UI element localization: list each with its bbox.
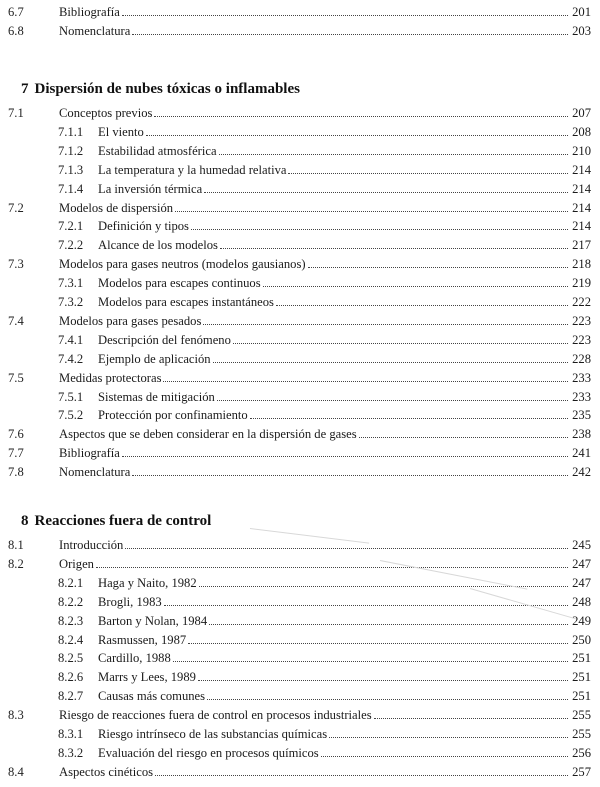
page-number: 214 <box>572 181 591 196</box>
section-number: 7.1.4 <box>58 181 84 196</box>
section-title: Nomenclatura <box>59 23 131 38</box>
toc-entry[interactable] <box>0 612 600 630</box>
section-number: 8.2.2 <box>58 594 84 609</box>
dot-leader <box>329 737 568 738</box>
section-title: Evaluación del riesgo en procesos químicos <box>98 745 319 760</box>
page-number: 235 <box>572 408 591 423</box>
section-title: Definición y tipos <box>98 219 189 234</box>
chapter-title: Dispersión de nubes tóxicas o inflamables <box>34 81 300 97</box>
page-number: 223 <box>572 332 591 347</box>
section-number: 7.3 <box>8 257 24 272</box>
dot-leader <box>209 624 568 625</box>
dot-leader <box>374 718 568 719</box>
dot-leader <box>276 305 568 306</box>
chapter-title: Reacciones fuera de control <box>34 513 212 529</box>
section-number: 7.5 <box>8 370 24 385</box>
section-number: 6.7 <box>8 5 24 19</box>
section-title: Haga y Naito, 1982 <box>98 575 197 590</box>
page-number: 219 <box>572 276 591 291</box>
section-title: Modelos para escapes instantáneos <box>98 295 274 309</box>
dot-leader <box>213 362 568 363</box>
chapter-number: 8 <box>21 513 29 529</box>
toc-entry[interactable] <box>0 161 600 179</box>
toc-entry[interactable] <box>0 331 600 349</box>
toc-entry[interactable] <box>0 425 600 443</box>
section-number: 6.8 <box>8 23 24 38</box>
section-title: Aspectos que se deben considerar en la dispersión de gases <box>59 427 357 442</box>
page-number: 241 <box>572 446 591 461</box>
dot-leader <box>122 456 568 457</box>
dot-leader <box>198 680 568 681</box>
toc-entry[interactable] <box>0 463 600 481</box>
dot-leader <box>175 211 568 212</box>
section-title: Barton y Nolan, 1984 <box>98 613 208 628</box>
section-number: 7.5.1 <box>58 389 84 404</box>
dot-leader <box>359 437 568 438</box>
toc-entry[interactable] <box>0 312 600 330</box>
dot-leader <box>288 173 568 174</box>
section-title: Bibliografía <box>59 446 120 461</box>
section-number: 8.1 <box>8 538 24 552</box>
page-number: 251 <box>572 651 591 666</box>
toc-entry[interactable] <box>0 574 600 592</box>
toc-entry[interactable] <box>0 199 600 217</box>
page-number: 233 <box>572 370 591 385</box>
page-number: 203 <box>572 23 591 38</box>
section-title: Ejemplo de aplicación <box>98 351 211 366</box>
toc-entry[interactable] <box>0 649 600 667</box>
section-number: 8.2 <box>8 556 24 571</box>
dot-leader <box>125 548 568 549</box>
page-number: 247 <box>572 575 591 590</box>
section-title: Riesgo intrínseco de las substancias químicas <box>98 727 328 741</box>
dot-leader <box>217 400 568 401</box>
section-title: El viento <box>98 124 144 139</box>
page-number: 249 <box>572 613 591 628</box>
toc-entry[interactable] <box>0 369 600 387</box>
toc-entry[interactable] <box>0 123 600 141</box>
dot-leader <box>188 643 568 644</box>
toc-entry[interactable] <box>0 444 600 462</box>
dot-leader <box>163 381 568 382</box>
toc-entry[interactable] <box>0 668 600 686</box>
page-number: 223 <box>572 313 591 328</box>
section-number: 8.4 <box>8 764 24 779</box>
section-number: 7.4.1 <box>58 332 84 347</box>
page-number: 222 <box>572 295 591 309</box>
section-title: Brogli, 1983 <box>98 594 162 609</box>
toc-entry[interactable] <box>0 22 600 40</box>
page-number: 228 <box>572 351 591 366</box>
section-number: 7.4 <box>8 313 24 328</box>
section-number: 7.8 <box>8 465 24 480</box>
page-number: 251 <box>572 670 591 685</box>
toc-entry[interactable] <box>0 180 600 198</box>
page-number: 217 <box>572 238 591 253</box>
section-title: Protección por confinamiento <box>98 408 248 423</box>
dot-leader <box>263 286 568 287</box>
section-title: Alcance de los modelos <box>98 238 218 253</box>
toc-entry[interactable] <box>0 350 600 368</box>
dot-leader <box>154 116 568 117</box>
section-title: Marrs y Lees, 1989 <box>98 670 196 685</box>
dot-leader <box>308 267 568 268</box>
section-number: 7.3.1 <box>58 276 84 291</box>
section-number: 7.2 <box>8 200 24 215</box>
page-number: 250 <box>572 632 591 647</box>
page-number: 247 <box>572 556 591 571</box>
section-title: Causas más comunes <box>98 689 206 704</box>
dot-leader <box>146 135 568 136</box>
section-title: Riesgo de reacciones fuera de control en procesos industriales <box>59 708 372 723</box>
page-number: 208 <box>572 124 591 139</box>
toc-entry[interactable] <box>0 142 600 160</box>
section-title: La inversión térmica <box>98 181 203 196</box>
page-number: 214 <box>572 162 591 177</box>
toc-entry[interactable] <box>0 536 600 554</box>
section-title: Modelos de dispersión <box>59 200 174 215</box>
section-title: Introducción <box>59 538 124 552</box>
toc-entry[interactable] <box>0 763 600 781</box>
toc-entry[interactable] <box>0 274 600 292</box>
section-number: 8.2.6 <box>58 670 84 685</box>
section-title: Modelos para gases pesados <box>59 313 202 328</box>
section-title: Estabilidad atmosférica <box>98 143 217 158</box>
page-number: 218 <box>572 257 591 272</box>
section-number: 7.7 <box>8 446 24 461</box>
toc-entry[interactable] <box>0 593 600 611</box>
page-number: 251 <box>572 689 591 704</box>
section-number: 8.2.7 <box>58 689 84 704</box>
section-number: 7.1.3 <box>58 162 84 177</box>
page-number: 207 <box>572 106 591 120</box>
section-number: 7.1 <box>8 106 24 120</box>
section-number: 7.1.1 <box>58 124 84 139</box>
section-title: Sistemas de mitigación <box>98 389 215 404</box>
section-number: 7.2.1 <box>58 219 84 234</box>
dot-leader <box>207 699 568 700</box>
dot-leader <box>219 154 568 155</box>
dot-leader <box>132 34 568 35</box>
section-number: 8.2.5 <box>58 651 84 666</box>
toc-entry[interactable] <box>0 687 600 705</box>
section-number: 7.1.2 <box>58 143 84 158</box>
toc-entry[interactable] <box>0 293 600 311</box>
chapter-heading[interactable] <box>21 79 300 99</box>
dot-leader <box>173 661 568 662</box>
section-title: Modelos para gases neutros (modelos gausianos) <box>59 257 306 272</box>
page-number: 238 <box>572 427 591 442</box>
toc-entry[interactable] <box>0 236 600 254</box>
toc-entry[interactable] <box>0 631 600 649</box>
section-title: Nomenclatura <box>59 465 131 480</box>
section-number: 8.3.2 <box>58 745 84 760</box>
section-title: Medidas protectoras <box>59 370 162 385</box>
page-number: 255 <box>572 708 591 723</box>
page-number: 242 <box>572 465 591 480</box>
section-number: 8.2.4 <box>58 632 84 647</box>
chapter-heading[interactable] <box>21 511 211 531</box>
section-title: Descripción del fenómeno <box>98 332 231 347</box>
toc-entry[interactable] <box>0 725 600 743</box>
page-number: 255 <box>572 727 591 741</box>
page-number: 201 <box>572 5 591 19</box>
section-number: 7.4.2 <box>58 351 84 366</box>
section-number: 8.2.3 <box>58 613 84 628</box>
section-number: 7.6 <box>8 427 24 442</box>
section-title: Cardillo, 1988 <box>98 651 171 666</box>
toc-entry[interactable] <box>0 388 600 406</box>
toc-entry[interactable] <box>0 744 600 762</box>
section-number: 7.2.2 <box>58 238 84 253</box>
dot-leader <box>96 567 568 568</box>
page-number: 257 <box>572 764 591 779</box>
section-number: 8.2.1 <box>58 575 84 590</box>
toc-entry[interactable] <box>0 406 600 424</box>
toc-entry[interactable] <box>0 706 600 724</box>
dot-leader <box>250 418 568 419</box>
section-number: 8.3.1 <box>58 727 84 741</box>
dot-leader <box>164 605 568 606</box>
section-title: La temperatura y la humedad relativa <box>98 162 287 177</box>
page-number: 248 <box>572 594 591 609</box>
dot-leader <box>321 756 568 757</box>
toc-entry[interactable] <box>0 3 600 21</box>
page-number: 256 <box>572 745 591 760</box>
chapter-number: 7 <box>21 81 29 97</box>
toc-entry[interactable] <box>0 555 600 573</box>
section-title: Origen <box>59 556 94 571</box>
dot-leader <box>204 192 568 193</box>
section-title: Rasmussen, 1987 <box>98 632 187 647</box>
toc-entry[interactable] <box>0 217 600 235</box>
dot-leader <box>132 475 568 476</box>
dot-leader <box>191 229 568 230</box>
section-title: Aspectos cinéticos <box>59 764 154 779</box>
toc-entry[interactable] <box>0 104 600 122</box>
page-number: 210 <box>572 143 591 158</box>
page-number: 233 <box>572 389 591 404</box>
dot-leader <box>220 248 568 249</box>
section-title: Bibliografía <box>59 5 120 19</box>
dot-leader <box>203 324 568 325</box>
dot-leader <box>233 343 568 344</box>
dot-leader <box>155 775 568 776</box>
page-number: 245 <box>572 538 591 552</box>
dot-leader <box>122 15 568 16</box>
section-number: 7.3.2 <box>58 295 84 309</box>
section-number: 8.3 <box>8 708 24 723</box>
page-number: 214 <box>572 219 591 234</box>
section-number: 7.5.2 <box>58 408 84 423</box>
page-number: 214 <box>572 200 591 215</box>
section-title: Conceptos previos <box>59 106 153 120</box>
toc-entry[interactable] <box>0 255 600 273</box>
section-title: Modelos para escapes continuos <box>98 276 261 291</box>
